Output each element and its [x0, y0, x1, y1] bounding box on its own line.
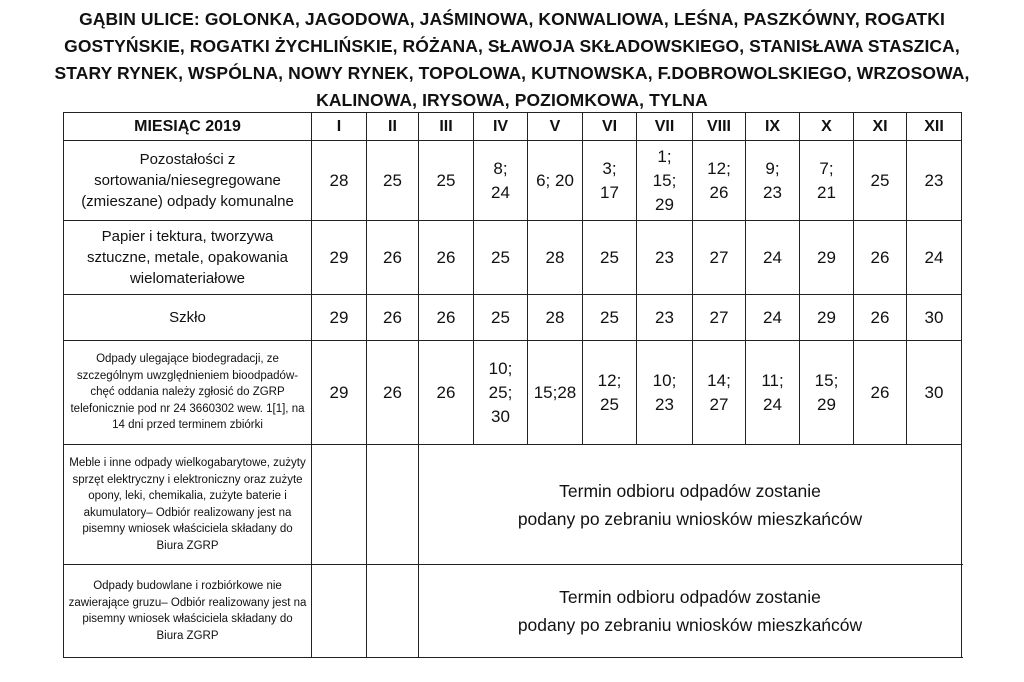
- date-value: 26: [383, 382, 402, 402]
- date-cell: [854, 141, 907, 221]
- month-header: III: [419, 113, 474, 141]
- date-cell: [800, 141, 854, 221]
- pickup-notice-text: Termin odbioru odpadów zostanie podany po zebraniu wniosków mieszkańców: [517, 587, 863, 635]
- date-cell: [854, 295, 907, 341]
- waste-category: Odpady ulegające biodegradacji, ze szczególnym uwzględnieniem bioodpadów- chęć oddania należy zgłosić do ZGRP telefonicznie pod nr 24 3660302 wew. 1[1], na 14 dni przed terminem zbiórki: [64, 341, 312, 445]
- date-cell: [907, 141, 962, 221]
- date-value: 26: [870, 247, 890, 267]
- date-cell: [693, 141, 746, 221]
- date-cell: [367, 141, 419, 221]
- empty-cell: [312, 445, 367, 565]
- date-value: 10; 25; 30: [488, 358, 513, 426]
- date-value: 23: [924, 170, 944, 190]
- month-header: II: [367, 113, 419, 141]
- date-cell: [528, 141, 583, 221]
- date-value: 14; 27: [707, 370, 731, 414]
- empty-cell: [367, 565, 419, 658]
- date-cell: [474, 295, 528, 341]
- date-cell: [693, 341, 746, 445]
- date-value: 15; 29: [814, 370, 839, 414]
- date-cell: [637, 141, 693, 221]
- date-value: 25: [436, 170, 456, 190]
- date-value: 25: [491, 247, 510, 267]
- month-header: IV: [474, 113, 528, 141]
- month-header: VIII: [693, 113, 746, 141]
- date-cell: [583, 221, 637, 295]
- date-value: 25: [600, 307, 619, 327]
- date-value: 26: [870, 382, 890, 402]
- date-value: 11; 24: [761, 370, 784, 414]
- date-value: 29: [329, 307, 349, 327]
- date-cell: [312, 221, 367, 295]
- date-cell: [746, 341, 800, 445]
- date-cell: [800, 341, 854, 445]
- waste-category: Meble i inne odpady wielkogabarytowe, zużyty sprzęt elektryczny i elektroniczny oraz zużyte opony, leki, chemikalia, zużyte baterie i akumulatory– Odbiór realizowany jest na pisemny wniosek właściciela składany do Biura ZGRP: [64, 445, 312, 565]
- month-header: VI: [583, 113, 637, 141]
- date-cell: [746, 141, 800, 221]
- date-cell: [637, 295, 693, 341]
- date-cell: [419, 221, 474, 295]
- date-value: 8; 24: [491, 158, 510, 202]
- table-row: [64, 221, 962, 295]
- pickup-notice: [419, 445, 962, 565]
- date-value: 26: [436, 307, 456, 327]
- date-cell: [907, 221, 962, 295]
- month-header: X: [800, 113, 854, 141]
- date-cell: [474, 221, 528, 295]
- date-cell: [528, 341, 583, 445]
- date-cell: [746, 221, 800, 295]
- date-value: 12; 25: [597, 370, 622, 414]
- date-value: 27: [709, 247, 729, 267]
- page-title: GĄBIN ULICE: GOLONKA, JAGODOWA, JAŚMINOWA, KONWALIOWA, LEŚNA, PASZKÓWNY, ROGATKI GOSTYŃSKIE, ROGATKI ŻYCHLIŃSKIE, RÓŻANA, SŁAWOJA SKŁADOWSKIEGO, STANISŁAWA STASZICA, STARY RYNEK, WSPÓLNA, NOWY RYNEK, TOPOLOWA, KUTNOWSKA, F.DOBROWOLSKIEGO, WRZOSOWA, KALINOWA, IRYSOWA, POZIOMKOWA, TYLNA: [54, 9, 970, 110]
- schedule-table: [63, 112, 962, 658]
- date-value: 24: [763, 307, 782, 327]
- date-cell: [419, 341, 474, 445]
- date-cell: [367, 341, 419, 445]
- pickup-notice: [419, 565, 962, 658]
- month-header: I: [312, 113, 367, 141]
- date-cell: [312, 295, 367, 341]
- date-cell: [800, 295, 854, 341]
- date-value: 27: [709, 307, 729, 327]
- empty-cell: [312, 565, 367, 658]
- waste-category: Papier i tektura, tworzywa sztuczne, metale, opakowania wielomateriałowe: [64, 221, 312, 295]
- waste-category: Pozostałości z sortowania/niesegregowane (zmieszane) odpady komunalne: [64, 141, 312, 221]
- date-value: 9; 23: [763, 158, 782, 202]
- date-cell: [800, 221, 854, 295]
- date-cell: [637, 221, 693, 295]
- date-cell: [419, 295, 474, 341]
- date-value: 26: [383, 247, 402, 267]
- waste-category: Szkło: [64, 295, 312, 341]
- date-value: 29: [817, 247, 836, 267]
- date-cell: [583, 295, 637, 341]
- date-value: 10; 23: [652, 370, 677, 414]
- date-value: 26: [383, 307, 402, 327]
- date-cell: [583, 341, 637, 445]
- date-cell: [907, 295, 962, 341]
- table-row: [64, 341, 962, 445]
- date-cell: [746, 295, 800, 341]
- date-value: 3; 17: [600, 158, 619, 202]
- table-row: [64, 565, 962, 658]
- date-value: 23: [655, 307, 674, 327]
- date-cell: [693, 221, 746, 295]
- table-row: [64, 295, 962, 341]
- date-value: 25: [600, 247, 619, 267]
- date-cell: [907, 341, 962, 445]
- date-cell: [854, 221, 907, 295]
- date-cell: [312, 341, 367, 445]
- waste-category: Odpady budowlane i rozbiórkowe nie zawierające gruzu– Odbiór realizowany jest na pisemny wniosek właściciela składany do Biura ZGRP: [64, 565, 312, 658]
- date-value: 26: [436, 247, 456, 267]
- table-row: [64, 141, 962, 221]
- date-cell: [474, 141, 528, 221]
- date-value: 23: [655, 247, 674, 267]
- date-cell: [637, 341, 693, 445]
- date-cell: [693, 295, 746, 341]
- date-cell: [528, 295, 583, 341]
- date-value: 26: [870, 307, 890, 327]
- date-cell: [528, 221, 583, 295]
- date-cell: [367, 295, 419, 341]
- date-value: 1; 15; 29: [652, 146, 677, 214]
- date-value: 28: [545, 247, 565, 267]
- date-value: 24: [763, 247, 782, 267]
- date-cell: [419, 141, 474, 221]
- date-cell: [854, 341, 907, 445]
- month-header: VII: [637, 113, 693, 141]
- date-value: 15;28: [533, 382, 577, 402]
- month-header: XII: [907, 113, 962, 141]
- date-value: 30: [924, 307, 944, 327]
- date-cell: [583, 141, 637, 221]
- date-value: 25: [870, 170, 890, 190]
- date-value: 25: [383, 170, 402, 190]
- date-value: 26: [436, 382, 456, 402]
- table-row: [64, 445, 962, 565]
- date-value: 24: [924, 247, 944, 267]
- date-value: 7; 21: [817, 158, 836, 202]
- date-cell: [312, 141, 367, 221]
- month-header: V: [528, 113, 583, 141]
- date-value: 28: [329, 170, 349, 190]
- date-value: 29: [329, 247, 349, 267]
- date-cell: [474, 341, 528, 445]
- date-value: 25: [491, 307, 510, 327]
- date-value: 30: [924, 382, 944, 402]
- date-value: 12; 26: [707, 158, 731, 202]
- date-value: 29: [329, 382, 349, 402]
- month-header-label: MIESIĄC 2019: [64, 113, 312, 141]
- month-header: XI: [854, 113, 907, 141]
- date-value: 29: [817, 307, 836, 327]
- date-cell: [367, 221, 419, 295]
- empty-cell: [367, 445, 419, 565]
- date-value: 6; 20: [536, 170, 574, 190]
- month-header: IX: [746, 113, 800, 141]
- header-row: [64, 113, 962, 141]
- pickup-notice-text: Termin odbioru odpadów zostanie podany po zebraniu wniosków mieszkańców: [517, 480, 863, 529]
- date-value: 28: [545, 307, 565, 327]
